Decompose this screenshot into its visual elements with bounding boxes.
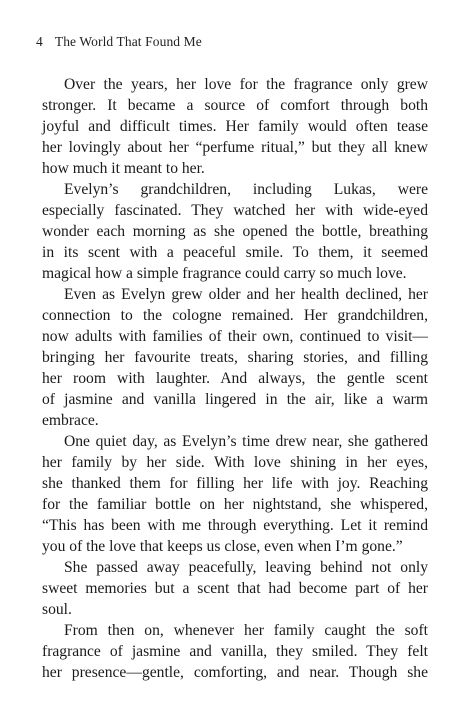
text-line: joyful and difficult times. Her family would often tease [42,118,428,135]
text-line: you of the love that keeps us close, even when I’m gone.” [42,538,403,555]
text-line: soul. [42,601,72,618]
text-line: stronger. It became a source of comfort through both [42,97,428,114]
body-text [42,74,428,683]
text-line: “This has been with me through everything. Let it remind [42,517,428,534]
text-line: now adults with families of their own, continued to visit— [42,328,428,345]
text-line: she thanked them for filling her life with joy. Reaching [42,475,428,492]
page-number: 4 [36,34,43,49]
text-line: Evelyn’s grandchildren, including Lukas, were [64,181,428,198]
running-head [36,34,202,50]
text-line: her presence—gentle, comforting, and near. Though she [42,664,428,681]
text-line: how much it meant to her. [42,160,205,177]
text-line: fragrance of jasmine and vanilla, they smiled. They felt [42,643,428,660]
text-line: for the familiar bottle on her nightstand, she whispered, [42,496,428,513]
text-line: bringing her favourite treats, sharing stories, and filling [42,349,428,366]
text-line: her room with laughter. And always, the gentle scent [42,370,428,387]
text-line: of jasmine and vanilla lingered in the air, like a warm [42,391,428,408]
text-line: wonder each morning as she opened the bottle, breathing [42,223,428,240]
text-line: Even as Evelyn grew older and her health declined, her [64,286,428,303]
book-title: The World That Found Me [54,34,202,49]
text-line: One quiet day, as Evelyn’s time drew near, she gathered [64,433,428,450]
text-line: her family by her side. With love shining in her eyes, [42,454,428,471]
text-line: in its scent with a peaceful smile. To them, it seemed [42,244,428,261]
text-line: connection to the cologne remained. Her grandchildren, [42,307,428,324]
text-line: her lovingly about her “perfume ritual,” but they all knew [42,139,428,156]
text-line: Over the years, her love for the fragrance only grew [64,76,428,93]
text-line: sweet memories but a scent that had become part of her [42,580,428,597]
text-line: magical how a simple fragrance could carry so much love. [42,265,407,282]
text-line: embrace. [42,412,99,429]
text-line: She passed away peacefully, leaving behind not only [64,559,428,576]
text-line: From then on, whenever her family caught the soft [64,622,428,639]
text-line: especially fascinated. They watched her with wide-eyed [42,202,428,219]
